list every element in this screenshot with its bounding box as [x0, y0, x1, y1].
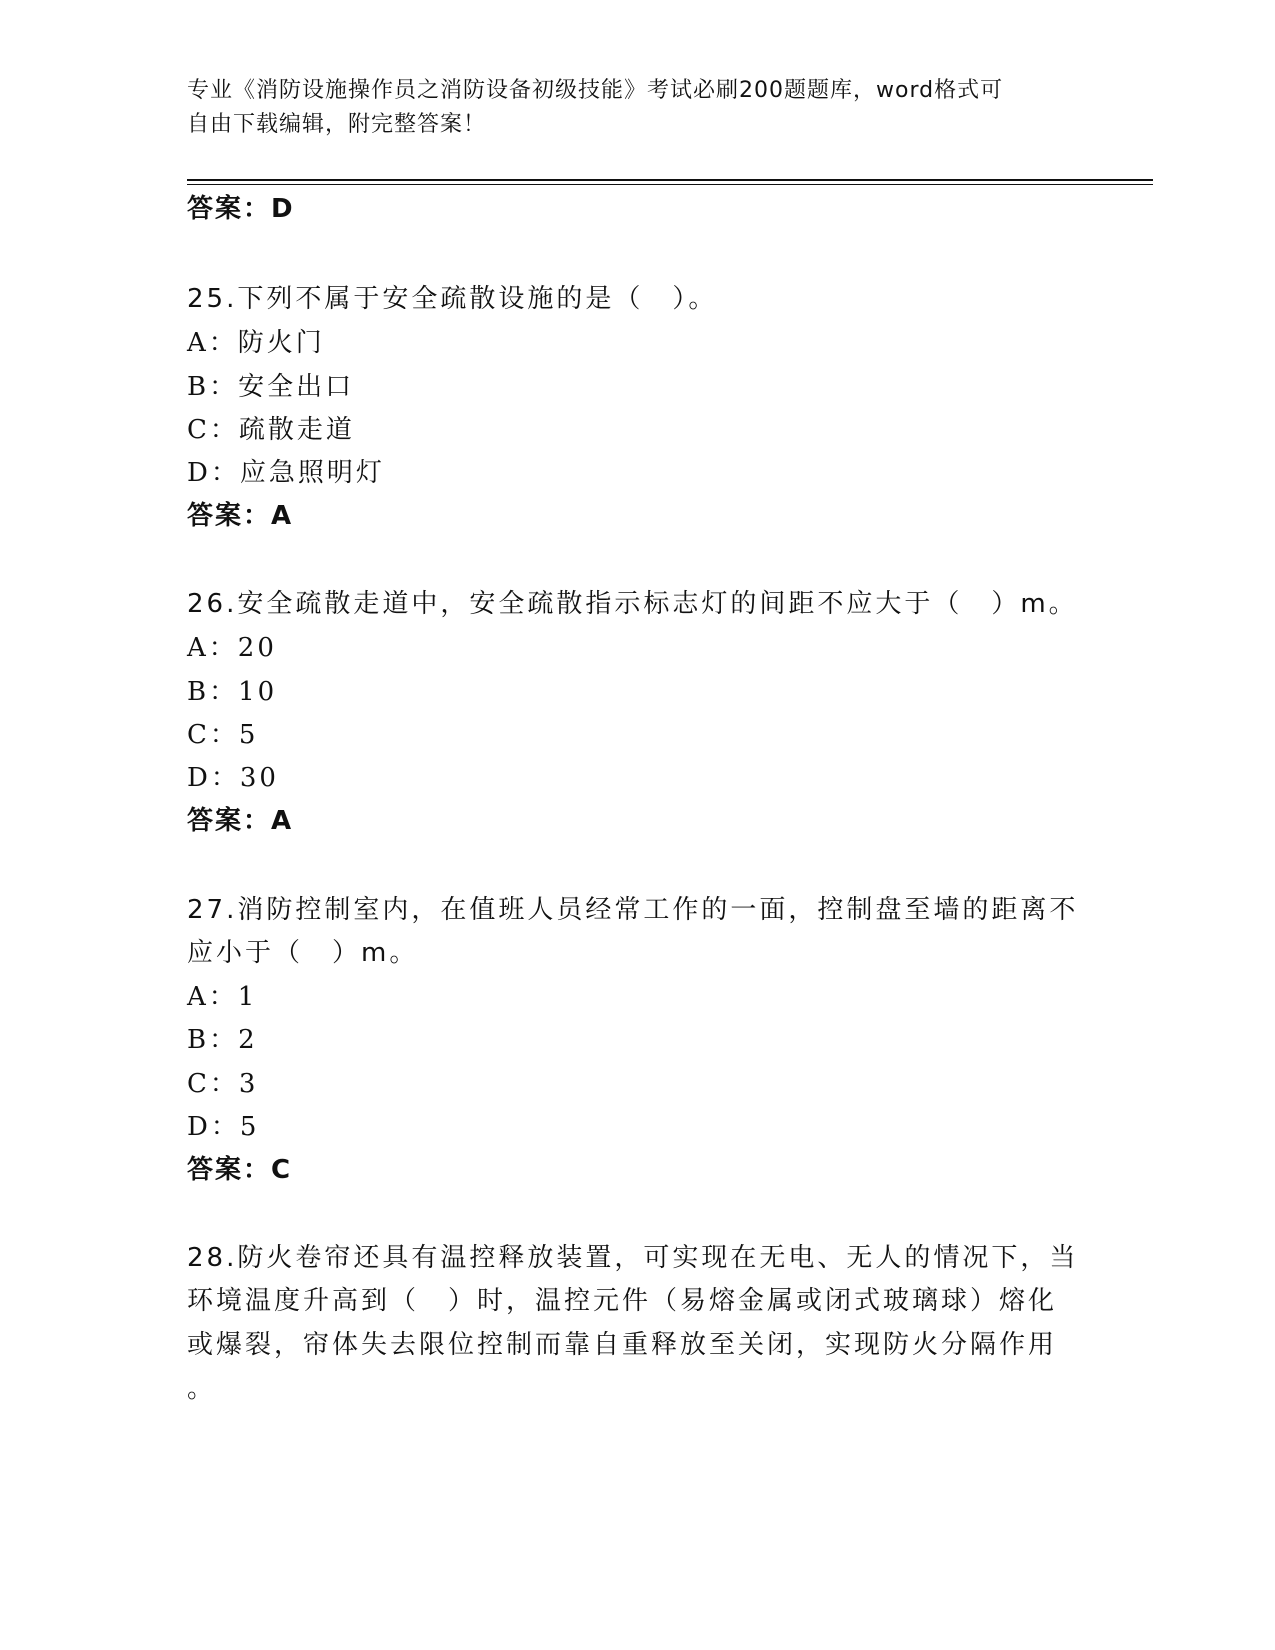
header-divider-thin [187, 184, 1153, 185]
question-26-stem: 26.安全疏散走道中，安全疏散指示标志灯的间距不应大于（ ）m。 [187, 589, 1078, 619]
header-line-2: 自由下载编辑，附完整答案！ [187, 112, 487, 137]
document-header [187, 74, 1067, 142]
question-28-stem-line-4: 。 [187, 1374, 217, 1404]
question-26-option-d: D：30 [187, 763, 279, 793]
question-25-answer: 答案：A [187, 501, 294, 531]
question-25-option-a: A：防火门 [187, 328, 325, 358]
question-26-option-b: B：10 [187, 677, 278, 707]
question-27-stem-line-2: 应小于（ ）m。 [187, 938, 419, 968]
question-27-option-c: C：3 [187, 1069, 259, 1099]
question-27-stem-line-1: 27.消防控制室内，在值班人员经常工作的一面，控制盘至墙的距离不 [187, 895, 1079, 925]
question-26-option-a: A：20 [187, 633, 277, 663]
question-27-option-b: B：2 [187, 1025, 258, 1055]
question-25-option-c: C：疏散走道 [187, 415, 355, 445]
question-25-option-b: B：安全出口 [187, 372, 355, 402]
question-25-stem: 25.下列不属于安全疏散设施的是（ ）。 [187, 284, 718, 314]
question-27-option-d: D：5 [187, 1112, 260, 1142]
question-27-answer: 答案：C [187, 1155, 293, 1185]
question-28-stem-line-3: 或爆裂，帘体失去限位控制而靠自重释放至关闭，实现防火分隔作用 [187, 1330, 1058, 1360]
question-26-option-c: C：5 [187, 720, 259, 750]
header-divider-thick [187, 179, 1153, 181]
header-line-1: 专业《消防设施操作员之消防设备初级技能》考试必刷200题题库，word格式可 [187, 78, 1004, 103]
question-27-option-a: A：1 [187, 982, 258, 1012]
question-28-stem-line-1: 28.防火卷帘还具有温控释放装置，可实现在无电、无人的情况下，当 [187, 1243, 1079, 1273]
question-26-answer: 答案：A [187, 806, 294, 836]
previous-answer: 答案：D [187, 194, 295, 224]
question-25-option-d: D：应急照明灯 [187, 458, 385, 488]
question-28-stem-line-2: 环境温度升高到（ ）时，温控元件（易熔金属或闭式玻璃球）熔化 [187, 1286, 1058, 1316]
